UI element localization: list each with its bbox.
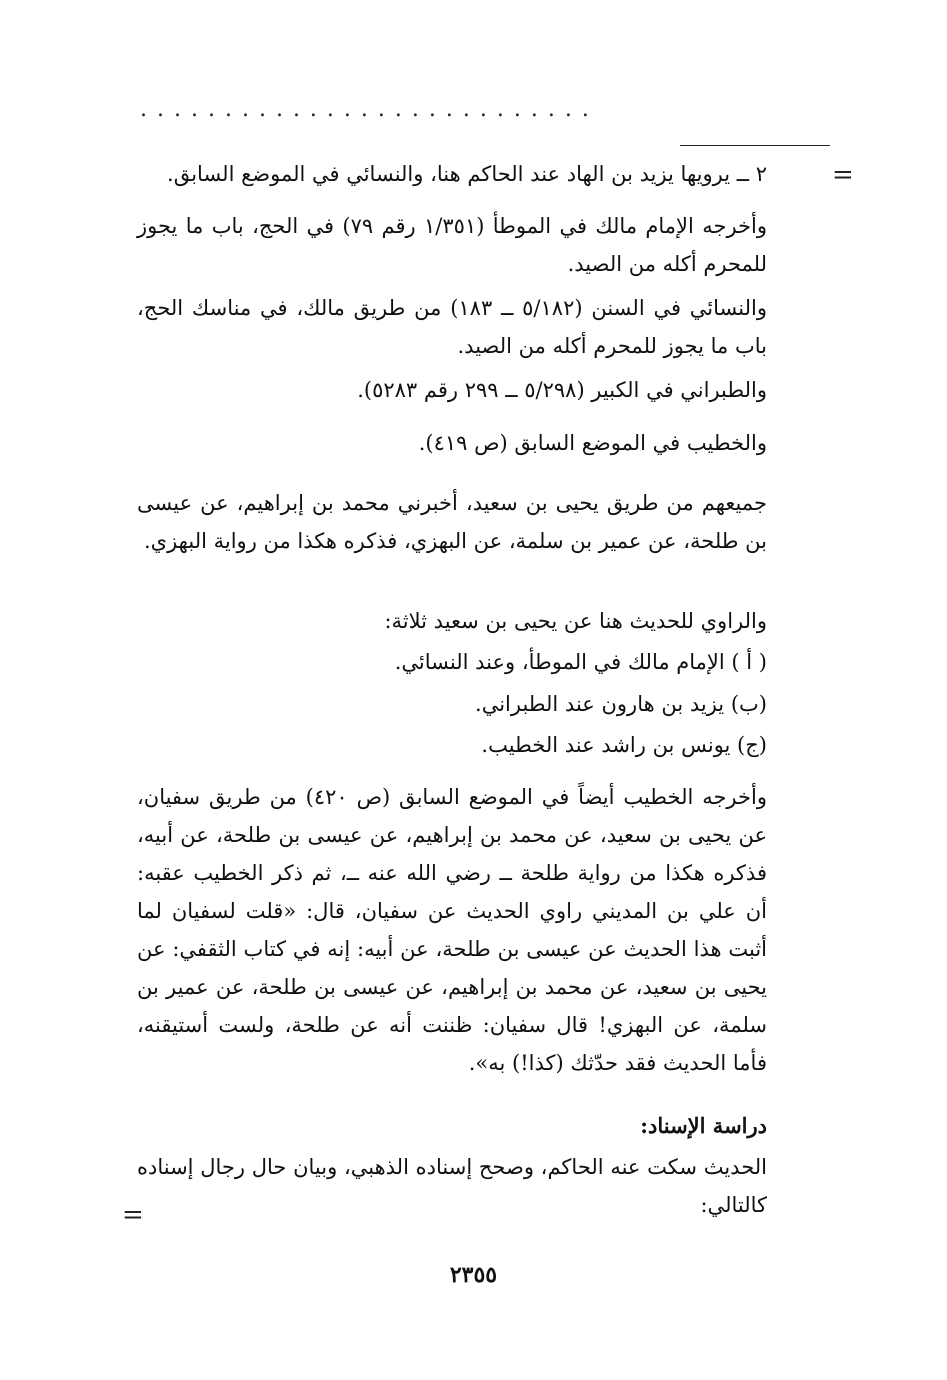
paragraph-text: (ب) يزيد بن هارون عند الطبراني. xyxy=(475,692,767,716)
footnote-separator-line xyxy=(680,145,830,146)
list-item-c xyxy=(137,726,767,764)
page-number: ٢٣٥٥ xyxy=(449,1262,498,1288)
paragraph-3 xyxy=(137,289,767,365)
paragraph-text: وأخرجه الخطيب أيضاً في الموضع السابق (ص ٤٢٠) من طريق سفيان، عن يحيى بن سعيد، عن محمد بن إبراهيم، عن عيسى بن طلحة، عن أبيه، فذكره هكذا من رواية طلحة ــ رضي الله عنه ــ، ثم ذكر الخطيب عقبه: أن علي بن المديني راوي الحديث عن سفيان، قال: «قلت لسفيان لما أثبت هذا الحديث عن عيسى بن طلحة، عن أبيه: إنه في كتاب الثقفي: عن يحيى بن سعيد، عن محمد بن إبراهيم، عن عيسى بن طلحة، عن عمير بن سلمة، عن البهزي! قال سفيان: ظننت أنه عن طلحة، ولست أستيقنه، فأما الحديث فقد حدّثك (كذا!) به». xyxy=(137,785,767,1075)
section-heading xyxy=(137,1107,767,1145)
paragraph-text: والراوي للحديث هنا عن يحيى بن سعيد ثلاثة: xyxy=(384,609,767,633)
paragraph-2 xyxy=(137,207,767,283)
paragraph-text: ( أ ) الإمام مالك في الموطأ، وعند النسائي. xyxy=(394,650,767,674)
paragraph-text: وأخرجه الإمام مالك في الموطأ (١/٣٥١ رقم ٧٩) في الحج، باب ما يجوز للمحرم أكله من الصيد. xyxy=(137,214,767,276)
paragraph-text: (ج) يونس بن راشد عند الخطيب. xyxy=(481,733,767,757)
list-item-b xyxy=(137,685,767,723)
paragraph-4 xyxy=(137,371,767,409)
heading-text: دراسة الإسناد: xyxy=(640,1113,767,1138)
list-item-a xyxy=(137,643,767,681)
continuation-mark-top: = xyxy=(832,160,854,190)
paragraph-text: جميعهم من طريق يحيى بن سعيد، أخبرني محمد بن إبراهيم، عن عيسى بن طلحة، عن عمير بن سلمة، عن البهزي، فذكره هكذا من رواية البهزي. xyxy=(137,491,767,553)
paragraph-text: والطبراني في الكبير (٥/٢٩٨ ــ ٢٩٩ رقم ٥٢٨٣). xyxy=(357,378,767,402)
paragraph-1 xyxy=(137,155,767,193)
paragraph-7 xyxy=(137,602,767,640)
paragraph-text: والنسائي في السنن (٥/١٨٢ ــ ١٨٣) من طريق مالك، في مناسك الحج، باب ما يجوز للمحرم أكله من الصيد. xyxy=(137,296,767,358)
paragraph-text: الحديث سكت عنه الحاكم، وصحح إسناده الذهبي، وبيان حال رجال إسناده كالتالي: xyxy=(137,1155,767,1217)
paragraph-text: والخطيب في الموضع السابق (ص ٤١٩). xyxy=(418,431,767,455)
paragraph-5 xyxy=(137,424,767,462)
continuation-mark-bottom: = xyxy=(122,1200,144,1230)
paragraph-9 xyxy=(137,1148,767,1224)
paragraph-text: ٢ ــ يرويها يزيد بن الهاد عند الحاكم هنا، والنسائي في الموضع السابق. xyxy=(167,162,767,186)
paragraph-8 xyxy=(137,778,767,1082)
header-dotted-rule: ........................... xyxy=(140,100,599,120)
paragraph-6 xyxy=(137,484,767,560)
